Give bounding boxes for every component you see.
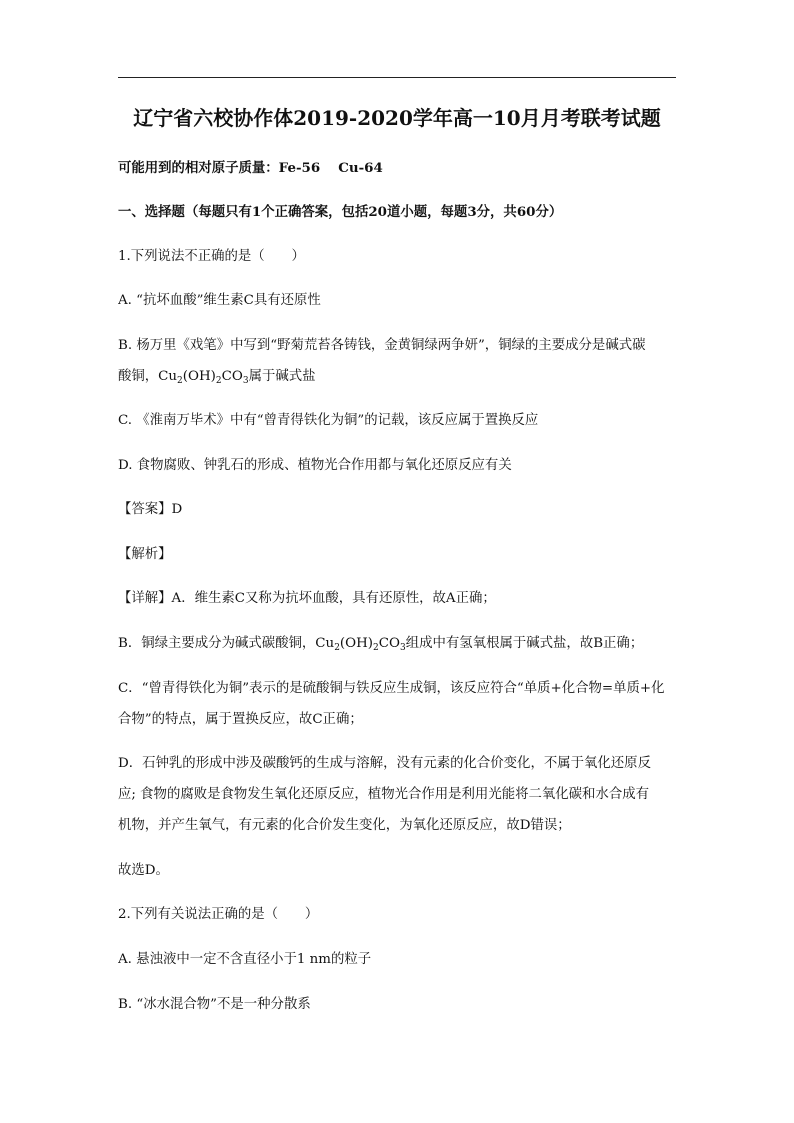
question-1-detail-d-line3: 机物，并产生氧气，有元素的化合价发生变化，为氧化还原反应，故D错误； — [118, 818, 571, 833]
question-1-detail-d-line1: D．石钟乳的形成中涉及碳酸钙的生成与溶解，没有元素的化合价变化，不属于氧化还原反 — [118, 756, 651, 771]
text-run: CO — [221, 369, 243, 384]
text-run: B．铜绿主要成分为碱式碳酸铜，Cu — [118, 636, 335, 651]
question-1-stem: 1.下列说法不正确的是（ ） — [118, 249, 305, 264]
subscript: 2 — [215, 376, 222, 386]
question-1-detail-c-line2: 合物”的特点，属于置换反应，故C正确； — [118, 712, 363, 727]
question-1-option-a: A. “抗坏血酸”维生素C具有还原性 — [118, 293, 321, 308]
subscript: 3 — [242, 376, 249, 386]
question-2-option-b: B. “冰水混合物”不是一种分散系 — [118, 997, 311, 1012]
question-1-detail-a: 【详解】A．维生素C又称为抗坏血酸，具有还原性，故A正确； — [118, 591, 496, 606]
text-run: (OH) — [339, 636, 374, 651]
subscript: 2 — [334, 643, 340, 653]
question-1-detail-d-line2: 应; 食物的腐败是食物发生氧化还原反应，植物光合作用是利用光能将二氧化碳和水合成有 — [118, 787, 649, 802]
question-2-option-a: A. 悬浊液中一定不含直径小于1 nm的粒子 — [118, 952, 372, 967]
text-run: (OH) — [182, 369, 216, 384]
question-1-detail-c-line1: C．“曾青得铁化为铜”表示的是硫酸铜与铁反应生成铜，该反应符合“单质+化合物=单质+化 — [118, 681, 665, 696]
subscript: 2 — [177, 376, 183, 386]
subscript: 3 — [400, 643, 406, 653]
question-1-analysis-label: 【解析】 — [118, 547, 172, 562]
header-rule — [118, 77, 676, 78]
subscript: 2 — [373, 643, 379, 653]
question-1-detail-b — [118, 635, 678, 653]
section-heading: 一、选择题（每题只有1个正确答案，包括20道小题，每题3分，共60分） — [118, 204, 563, 220]
document-title: 辽宁省六校协作体2019-2020学年高一10月月考联考试题 — [133, 106, 661, 130]
question-1-option-d: D. 食物腐败、钟乳石的形成、植物光合作用都与氧化还原反应有关 — [118, 458, 512, 473]
text-run: 酸铜，Cu — [118, 369, 178, 384]
text-run: 组成中有氢氧根属于碱式盐，故B正确； — [405, 636, 644, 651]
question-1-answer: 【答案】D — [118, 502, 183, 517]
atomic-mass-note: 可能用到的相对原子质量：Fe-56 Cu-64 — [118, 160, 383, 176]
question-1-option-b-line2 — [118, 368, 678, 386]
question-1-option-b-line1: B. 杨万里《戏笔》中写到“野菊荒苔各铸钱，金黄铜绿两争妍”，铜绿的主要成分是碱式碳 — [118, 338, 646, 353]
question-1-option-c: C. 《淮南万毕术》中有“曾青得铁化为铜”的记载，该反应属于置换反应 — [118, 413, 539, 428]
question-2-stem: 2.下列有关说法正确的是（ ） — [118, 907, 319, 922]
question-1-conclusion: 故选D。 — [118, 863, 169, 878]
text-run: 属于碱式盐 — [248, 369, 316, 384]
text-run: CO — [378, 636, 400, 651]
